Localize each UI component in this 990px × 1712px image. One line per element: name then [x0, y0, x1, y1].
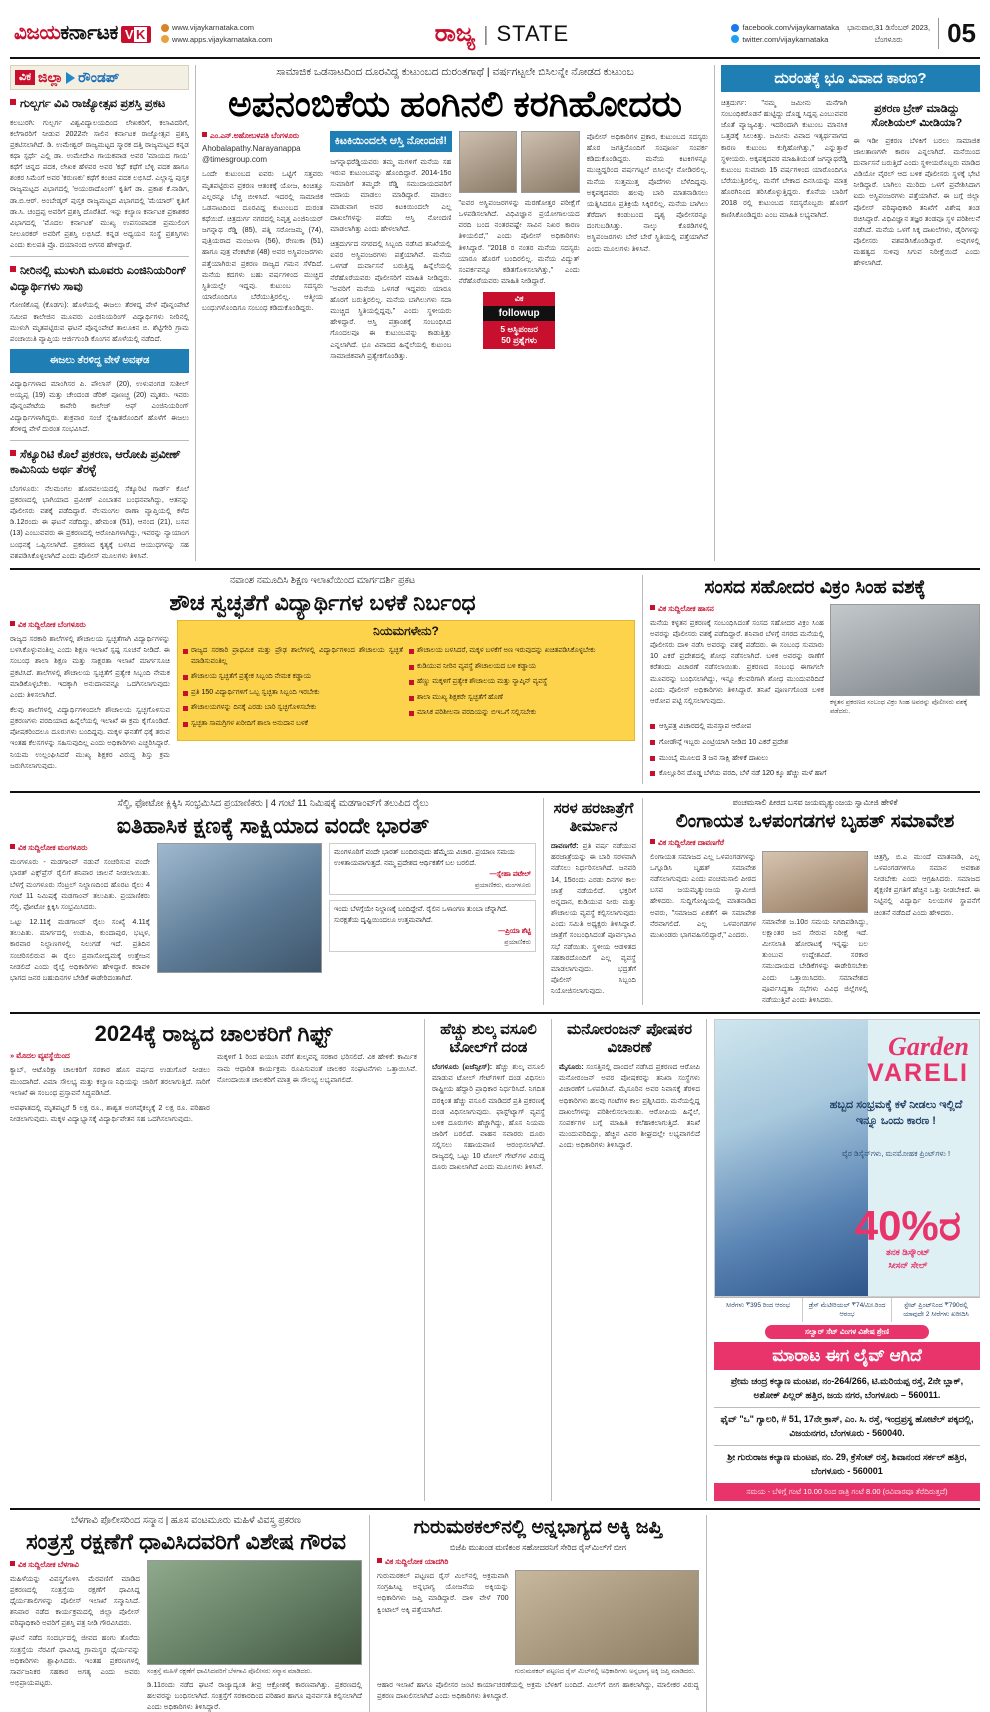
app-icon [161, 35, 169, 43]
rule-item: ಶೌಚಾಲಯಗಳನ್ನು ದಿನಕ್ಕೆ ಎರಡು ಬಾರಿ ಸ್ವಚ್ಛಗೊಳಿಸಬೇಕು [183, 703, 403, 714]
manoranjan-city: ಮೈಸೂರು: [559, 1062, 584, 1071]
vande-quote-card-2 [329, 900, 536, 952]
saral-city: ದಾವಣಗೆರೆ: [551, 841, 579, 850]
toll-headline[interactable]: ಹೆಚ್ಚು ಶುಲ್ಕ ವಸೂಲಿ ಟೋಲ್‌ಗೆ ದಂಡ [432, 1021, 545, 1057]
gift-body-1: ಕ್ಯಾಬ್, ಆಟೊರಿಕ್ಷಾ ಚಾಲಕರಿಗೆ ಸರಕಾರ ಹೊಸ ವರ್ಷದ ಉಡುಗೊರೆ ನೀಡಲು ಮುಂದಾಗಿದೆ. ವಿಮಾ ಸೌಲಭ್ಯ ಮತ್ತು ಕಲ್ಯಾಣ ನಿಧಿಯನ್ನು ಜಾರಿಗೆ ತರಲಾಗುತ್ತಿದೆ. ಸಾರಿಗೆ ಇಲಾಖೆ ಈ ಸಂಬಂಧ ಪ್ರಸ್ತಾವನೆ ಸಿದ್ಧಪಡಿಸಿದೆ. [10, 1064, 210, 1097]
divider [10, 256, 189, 257]
mp-body: ಮನೆಯ ಕಳ್ಳತನ ಪ್ರಕರಣಕ್ಕೆ ಸಂಬಂಧಿಸಿದಂತೆ ಸಂಸದ ಸಹೋದರ ವಿಕ್ರಂ ಸಿಂಹ ಅವರನ್ನು ಪೊಲೀಸರು ವಶಕ್ಕೆ ಪಡೆದಿದ್ದಾರೆ. ಶನಿವಾರ ಬೆಳಗ್ಗೆ ನಗರದ ಮನೆಯಲ್ಲಿ ಪೊಲೀಸರು ದಾಳಿ ನಡೆಸಿ ಅವರನ್ನು ವಶಕ್ಕೆ ಪಡೆದರು. ಈ ಸಂಬಂಧ ಸುಮಾರು 10 ಎಕರೆ ಪ್ರದೇಶದಲ್ಲಿ ಶೋಧ ನಡೆಸಲಾಗಿದೆ. ಬಳಿಕ ಅವರನ್ನು ಠಾಣೆಗೆ ಕರೆತಂದು ವಿಚಾರಣೆ ನಡೆಸಲಾಯಿತು. ಪ್ರಕರಣದ ಸಂಬಂಧ ಈಗಾಗಲೇ ಮೂವರನ್ನು ಬಂಧಿಸಲಾಗಿದ್ದು, ಇನ್ನೂ ಕೆಲವರಿಗಾಗಿ ಶೋಧ ಮುಂದುವರಿದಿದೆ ಎಂದು ಪೊಲೀಸ್ ಅಧಿಕಾರಿಗಳು ತಿಳಿಸಿದ್ದಾರೆ. ತನಿಖೆ ಪೂರ್ಣಗೊಂಡ ಬಳಿಕ ಆರೋಪ ಪಟ್ಟಿ ಸಲ್ಲಿಸಲಾಗುವುದು. [650, 617, 824, 706]
facebook-icon [731, 24, 739, 32]
dateline [847, 22, 930, 45]
rule-item: ಶೌಚಾಲಯ ಬಳಸಿದರೆ, ಮಕ್ಕಳ ಬಳಕೆಗೆ ಅಣ ಇರುವುದನ್ನು ಖಚಿತಪಡಿಸಿಕೊಳ್ಳಬೇಕು [409, 646, 629, 657]
bhu-vivada-column [714, 65, 980, 561]
mp-bullet: ಮುಂಬೈ ಮೂಲದ 3 ಜನ ಸಾಕ್ಷಿ ಹೇಳಿಕೆ ದಾಖಲು [650, 753, 980, 764]
advertisement[interactable] [714, 1019, 980, 1500]
gift-body-2: ಅಪಘಾತದಲ್ಲಿ ಮೃತಪಟ್ಟರೆ 5 ಲಕ್ಷ ರೂ., ಶಾಶ್ವತ ಅಂಗವೈಕಲ್ಯಕ್ಕೆ 2 ಲಕ್ಷ ರೂ. ಪರಿಹಾರ ನೀಡಲಾಗುವುದು. ಮಕ್ಕಳ ವಿದ್ಯಾಭ್ಯಾಸಕ್ಕೆ ವಿದ್ಯಾರ್ಥಿವೇತನ ಸಹ ಒದಗಿಸಲಾಗುವುದು. [10, 1102, 210, 1124]
roundup-item-body-2: ಬೆಂಗಳೂರು: ನೆಲಮಂಗಲ ಹೊರವಲಯದಲ್ಲಿ ಸೆಕ್ಯೂರಿಟಿ ಗಾರ್ಡ್ ಕೊಲೆ ಪ್ರಕರಣದಲ್ಲಿ ಭಾಗಿಯಾದ ಪ್ರವೀಣ್ ಎಂಬಾತನ ಬಂಧನವಾಗಿದ್ದು, ಆತನನ್ನು ಪೊಲೀಸರು ವಶಕ್ಕೆ ಪಡೆದಿದ್ದಾರೆ. ನೆಲಮಂಗಲ ಠಾಣಾ ವ್ಯಾಪ್ತಿಯಲ್ಲಿ ಕಳೆದ ಡಿ.12ರಂದು ಈ ಘಟನೆ ನಡೆದಿದ್ದು, ಹೇಮಂತ (51), ಆನಂದ (21), ಬಸವ (13) ಎಂಬುವವರು ಈ ಪ್ರಕರಣದಲ್ಲಿ ಆರೋಪಿಗಳಾಗಿದ್ದು, ಇವರನ್ನು ನ್ಯಾಯಾಂಗ ಬಂಧನಕ್ಕೆ ಒಪ್ಪಿಸಲಾಗಿದೆ. ಪ್ರಕರಣದ ಕೃತ್ಯಕ್ಕೆ ಬಳಸಿದ ಆಯುಧಗಳನ್ನು ಸಹ ವಶಪಡಿಸಿಕೊಳ್ಳಲಾಗಿದೆ ಎಂದು ಪೊಲೀಸ್ ಮೂಲಗಳು ತಿಳಿಸಿವೆ. [10, 483, 189, 561]
lingayat-body-2: ಸಮಾವೇಶ ಜ.10ರ ಸಮಯ ನಿಗದಿಪಡಿಸಿದ್ದು, ಲಕ್ಷಾಂತರ ಜನ ಸೇರುವ ನಿರೀಕ್ಷೆ ಇದೆ. ಮೀಸಲಾತಿ ಹೋರಾಟಕ್ಕೆ ಇನ್ನಷ್ಟು ಬಲ ತುಂಬುವ ಉದ್ದೇಶವಿದೆ. ಸರಕಾರ ಸಮುದಾಯದ ಬೇಡಿಕೆಗಳನ್ನು ಈಡೇರಿಸಬೇಕು ಎಂದು ಒತ್ತಾಯಿಸಿದರು. ಸಮಾವೇಶದ ಪೂರ್ವಸಿದ್ಧತಾ ಸಭೆಗಳು ವಿವಿಧ ಜಿಲ್ಲೆಗಳಲ್ಲಿ ನಡೆಯುತ್ತಿವೆ ಎಂದು ತಿಳಿಸಿದರು. [762, 916, 868, 1005]
gift-body-3: ಮಕ್ಕಳಿಗೆ 1 ರಿಂದ ಐಯುಸಿ ವರೆಗೆ ಶುಲ್ಕವನ್ನ ಸರಕಾರ ಭರಿಸಲಿದೆ. ವಿಕ ಹೇಳಿಕೆ: ಕಾರ್ಮಿಕ ನಾಮ ಆಧಾರಿತ ಕಾರ್ಯಕ್ರಮ ರೂಪಿಸುವಂತೆ ಚಾಲಕರ ಸಂಘಟನೆಗಳು ಒತ್ತಾಯಿಸಿವೆ. ನೋಂದಾಯಿತ ಚಾಲಕರಿಗೆ ಮಾತ್ರ ಈ ಸೌಲಭ್ಯ ಲಭ್ಯವಾಗಲಿದೆ. [217, 1051, 417, 1124]
social-links [731, 22, 839, 45]
followup-badge [483, 292, 555, 349]
rules-box [177, 620, 635, 741]
quote-text: ಇಂದು ಬೆಳಗ್ಗೆಯೇ ನಿಲ್ದಾಣಕ್ಕೆ ಬಂದಿದ್ದೇವೆ. ರೈಲಿನ ಒಳಾಂಗಣ ತುಂಬಾ ಚೆನ್ನಾಗಿದೆ. ಸುರಕ್ಷತೆಯ ದೃಷ್ಟಿಯಿಂದಲೂ ಉತ್ತಮವಾಗಿದೆ. [334, 905, 531, 926]
publication-logo [14, 22, 151, 45]
lingayat-headline[interactable]: ಲಿಂಗಾಯತ ಒಳಪಂಗಡಗಳ ಬೃಹತ್ ಸಮಾವೇಶ [650, 811, 980, 833]
section-vande-lingayat [10, 791, 980, 1005]
roundup-title-1: ಜಿಲ್ಲಾ [38, 69, 63, 86]
mp-bullet: ಕೊಲ್ಲೂರಿನ ದೊಡ್ಡ ಬೆಳೆಯ ವರದಿ, ಬೆಳೆ ನಡೆ 120 ಕ್ಕೂ ಹೆಚ್ಚು ಮಳೆ ಹಾಗೆ [650, 768, 980, 779]
bullet-square-icon [10, 450, 16, 456]
badge-k: K [134, 27, 147, 42]
byline-city: ದಾವಣಗೆರೆ [698, 838, 724, 847]
rules-list-left [183, 646, 403, 734]
section-gift-ad [10, 1012, 980, 1500]
byline-city: ಯಾದಗಿರಿ [425, 1557, 449, 1566]
saral-story [551, 798, 643, 1005]
quote-role: ಪ್ರಯಾಣಿಕರು, ಮಂಗಳೂರು [334, 879, 531, 890]
main-story-columns [202, 131, 708, 361]
ad-pill-label: ಸಲ್ವಾರ್ ಸೆಟ್ ವಿಂಗಳ ವಿಶೇಷ ಶ್ರೇಣಿ [765, 1325, 930, 1339]
roundup-heading-text: ಸೆಕ್ಯೂರಿಟಿ ಕೊಲೆ ಪ್ರಕರಣ, ಆರೋಪಿ ಪ್ರವೀಣ್ ಕಾಮಿನಿಯ ಅರ್ಥ ತೆರಳ್ಳೆ [10, 449, 181, 477]
title-divider: | [483, 24, 488, 47]
manoranjan-headline[interactable]: ಮನೋರಂಜನ್ ಪೋಷಕರ ವಿಚಾರಣೆ [559, 1021, 700, 1057]
byline-name: ವಿಕ ಸುದ್ದಿಲೋಕ [18, 843, 56, 852]
toll-story [432, 1019, 552, 1500]
main-story-body-2: ಚಿತ್ರದುರ್ಗದ ನಗರದಲ್ಲಿ ಸಿಬ್ಬಂದಿ ನಡೆಸಿದ ತನಿಖೆಯಲ್ಲಿ ಐವರ ಅಸ್ಥಿಪಂಜರಗಳು ಪತ್ತೆಯಾಗಿವೆ. ಮನೆಯ ಒಳಗಡೆ ದುರ್ವಾಸನೆ ಬರುತ್ತಿದ್ದ ಹಿನ್ನೆಲೆಯಲ್ಲಿ ನೆರೆಹೊರೆಯವರು ಪೊಲೀಸರಿಗೆ ಮಾಹಿತಿ ನೀಡಿದ್ದರು. "ಅವರಿಗೆ ಮನೆಯ ಒಳಗಡೆ ಇದ್ದವರು ಯಾರೂ ಹೊರಗೆ ಬರುತ್ತಿರಲಿಲ್ಲ. ಮನೆಯ ಬಾಗಿಲುಗಳು ಸದಾ ಮುಚ್ಚಿದ ಸ್ಥಿತಿಯಲ್ಲಿದ್ದವು," ಎಂದು ಸ್ಥಳೀಯರು ಹೇಳಿದ್ದಾರೆ. ಆಸ್ತಿ ಪತ್ರಾಂಶಕ್ಕೆ ಸಂಬಂಧಿಸಿದ ಗೊಂದಲವೂ ಈ ಕುಟುಂಬವನ್ನು ಕಾಡುತ್ತಿತ್ತು ಎನ್ನಲಾಗಿದೆ. ಭೂ ವಿವಾದದ ಹಿನ್ನೆಲೆಯಲ್ಲಿ ಕುಟುಂಬ ಸಾಮಾಜಿಕವಾಗಿ ಪ್ರತ್ಯೇಕಗೊಂಡಿತ್ತು. [330, 238, 451, 361]
masthead-right [731, 18, 976, 49]
rice-byline [377, 1557, 699, 1567]
ad-address: ಫೈವ್ "ಒ" ಗ್ಯಾಲರಿ, # 51, 17ನೇ ಕ್ರಾಸ್, ಎಂ. ಸಿ. ರಸ್ತೆ, ಇಂದ್ರಪ್ರಸ್ಥ ಹೋಟೆಲ್ ಪಕ್ಕದಲ್ಲಿ, ವಿಜಯನಗರ, ಬೆಂಗಳೂರು - 560040. [714, 1408, 980, 1446]
roundup-banner-1: ಈಜಲು ತೆರಳಿದ್ದ ವೇಳೆ ಅವಘಡ [10, 349, 189, 373]
rule-item: ಶೌಚಾಲಯ ಸ್ವಚ್ಛತೆಗೆ ಪ್ರತ್ಯೇಕ ಸಿಬ್ಬಂದಿ ನೇಮಕ ಕಡ್ಡಾಯ [183, 672, 403, 683]
ad-live-banner: ಮಾರಾಟ ಈಗ ಲೈವ್ ಆಗಿದೆ [714, 1342, 980, 1370]
roundup-heading-text: ನೀರಿನಲ್ಲಿ ಮುಳುಗಿ ಮೂವರು ಎಂಜಿನಿಯರಿಂಗ್ ವಿದ್ಯಾರ್ಥಿಗಳು ಸಾವು [10, 265, 187, 293]
ad-price-item: ಸ್ಟೇಟ್ ಪ್ರಿಂಟ್‌ನಿಂದ ₹790ರಲ್ಲಿ ಯಾವುದೇ 2 ಸೀರೆಗಳು ಖರೀದಿಸಿ [892, 1298, 980, 1322]
website-url: www.vijaykarnataka.com [172, 22, 254, 33]
bullet-square-icon [650, 839, 655, 844]
twitter-icon [731, 35, 739, 43]
byline-city: ಬೆಂಗಳೂರು [271, 131, 299, 140]
byline-name: ವಿಕ ಸುದ್ದಿಲೋಕ [658, 604, 696, 613]
apps-url: www.apps.vijaykarnataka.com [172, 34, 272, 45]
bhu-vivada-lead: ಚಿತ್ರದುರ್ಗ: "ನಮ್ಮ ಜಮೀನು ಮನೆಗಾಗಿ ಸಂಬಂಧಿಕರೊಡನೆ ಹುಟ್ಟಿದ್ದು ದೊಡ್ಡ ಸಿದ್ದಪ್ಪ ಎಂಬುವವರ ಜೊತೆ ವ್ಯಾಜ್ಯವಿತ್ತು. ಇದರಿಂದಾಗಿ ಕುಟುಂಬ ಮಾನಸಿಕ ಒತ್ತಡಕ್ಕೆ ಸಿಲುಕಿತ್ತು. ಜಮೀನು ವಿವಾದ ಇತ್ಯರ್ಥವಾಗದ ಕಾರಣ ಕುಟುಂಬ ಕುಗ್ಗಿಹೋಗಿತ್ತು," ಎನ್ನುತ್ತಾರೆ ಸ್ಥಳೀಯರು. ಅಕ್ಕಪಕ್ಕದವರ ಮಾಹಿತಿಯಂತೆ ಜಗನ್ನಾಥರೆಡ್ಡಿ ಕುಟುಂಬ ಸುಮಾರು 15 ವರ್ಷಗಳಿಂದ ಯಾರೊಂದಿಗೂ ಬೆರೆಯುತ್ತಿರಲಿಲ್ಲ. ಮನೆಗೆ ಬೇಕಾದ ದಿನಸಿಯನ್ನು ಮಾತ್ರ ಹೊರಗಿನಿಂದ ತರಿಸಿಕೊಳ್ಳುತ್ತಿದ್ದರು. ಕೊನೆಯ ಬಾರಿಗೆ 2018 ರಲ್ಲಿ ಕುಟುಂಬದ ಸದಸ್ಯರೊಬ್ಬರು ಹೊರಗೆ ಕಾಣಿಸಿಕೊಂಡಿದ್ದರು ಎಂಬ ಮಾಹಿತಿ ಲಭ್ಯವಾಗಿದೆ. [721, 97, 848, 220]
bullet-square-icon [377, 1558, 382, 1563]
saral-text: ಪ್ರತಿ ವರ್ಷ ನಡೆಯುವ ಹರಜಾತ್ರೆಯನ್ನು ಈ ಬಾರಿ ಸರಳವಾಗಿ ನಡೆಸಲು ನಿರ್ಧರಿಸಲಾಗಿದೆ. ಜನವರಿ 14, 15ರಂದು ಎರಡು ದಿನಗಳ ಕಾಲ ಜಾತ್ರೆ ನಡೆಯಲಿದೆ. ಭಕ್ತರಿಗೆ ಅನ್ನದಾನ, ಕುಡಿಯುವ ನೀರು ಮತ್ತು ಶೌಚಾಲಯ ವ್ಯವಸ್ಥೆ ಕಲ್ಪಿಸಲಾಗುವುದು ಎಂದು ಸಮಿತಿ ಅಧ್ಯಕ್ಷರು ತಿಳಿಸಿದ್ದಾರೆ. ಜಾತ್ರೆಗೆ ಸಂಬಂಧಿಸಿದಂತೆ ಪೂರ್ವಭಾವಿ ಸಭೆ ನಡೆಯಿತು. ಸ್ಥಳೀಯ ಆಡಳಿತದ ಸಹಕಾರದೊಂದಿಗೆ ಎಲ್ಲ ವ್ಯವಸ್ಥೆ ಮಾಡಲಾಗುವುದು. ಭದ್ರತೆಗೆ ಪೊಲೀಸ್ ಸಿಬ್ಬಂದಿ ನಿಯೋಜಿಸಲಾಗುವುದು. [551, 841, 636, 995]
vk-badge [121, 26, 151, 43]
ad-brand [867, 1034, 969, 1088]
byline-email: Ahobalapathy.Narayanappa @timesgroup.com [202, 143, 323, 165]
rule-item: ಪ್ರತಿ 150 ವಿದ್ಯಾರ್ಥಿಗಳಿಗೆ ಒಬ್ಬ ಸ್ವಚ್ಛತಾ ಸಿಬ್ಬಂದಿ ಇರಬೇಕು [183, 688, 403, 699]
ad-price-item: ಡ್ರೆಸ್ ಮೆಟೀರಿಯಲ್ ₹74/ಮೀ.ರಿಂದ ಆರಂಭ [803, 1298, 892, 1322]
publish-city: ಬೆಂಗಳೂರು [847, 34, 930, 45]
mp-story [650, 575, 980, 784]
mp-bullet: ಗೋಡೌನ್ಗೆ ಇಬ್ಬರು ಎಂಟ್ರಿಯಾಗಿ ನೀಡಿದ 10 ಎಕರೆ ಪ್ರದೇಶ [650, 737, 980, 748]
vande-headline[interactable]: ಐತಿಹಾಸಿಕ ಕ್ಷಣಕ್ಕೆ ಸಾಕ್ಷಿಯಾದ ವಂದೇ ಭಾರತ್ [10, 813, 536, 838]
main-story-body-4: ಪೊಲೀಸ್ ಅಧಿಕಾರಿಗಳ ಪ್ರಕಾರ, ಕುಟುಂಬದ ಸದಸ್ಯರು ಹೊರ ಜಗತ್ತಿನೊಂದಿಗೆ ಸಂಪೂರ್ಣ ಸಂಪರ್ಕ ಕಡಿದುಕೊಂಡಿದ್ದರು. ಮನೆಯ ಕಿಟಕಿಗಳನ್ನೂ ಮುಚ್ಚಿದ್ದರಿಂದ ವರ್ಷಗಟ್ಟಲೆ ಬಿಸಿಲನ್ನೇ ನೋಡಿರಲಿಲ್ಲ. ಮನೆಯ ಸುತ್ತಮುತ್ತ ಪೊದೆಗಳು ಬೆಳೆದಿದ್ದವು. ಅಕ್ಕಪಕ್ಕದವರು ಹಲವು ಬಾರಿ ಮಾತನಾಡಿಸಲು ಯತ್ನಿಸಿದರೂ ಪ್ರತಿಕ್ರಿಯೆ ಸಿಕ್ಕಿರಲಿಲ್ಲ. ಮನೆಯ ಬಾಗಿಲು ತೆರೆದಾಗ ಕಂಡುಬಂದ ದೃಶ್ಯ ಪೊಲೀಸರನ್ನೂ ದಂಗುಬಡಿಸಿತ್ತು. ನಾಲ್ಕು ಕೊಠಡಿಗಳಲ್ಲಿ ಅಸ್ಥಿಪಂಜರಗಳು ಬೇರೆ ಬೇರೆ ಸ್ಥಿತಿಯಲ್ಲಿ ಪತ್ತೆಯಾಗಿವೆ ಎಂದು ಮೂಲಗಳು ತಿಳಿಸಿವೆ. [587, 131, 708, 254]
roundup-title-2: ರೌಂಡಪ್ [78, 69, 119, 86]
police-photo [147, 1560, 362, 1665]
ad-offer-sub-1: ತನಕ ಡಿಸ್ಕೌಂಟ್ [855, 1246, 961, 1259]
roundup-heading-text: ಗುಲ್ಬರ್ಗ ವಿವಿ ರಾಜ್ಯೋತ್ಸವ ಪ್ರಶಸ್ತಿ ಪ್ರಕಟ [20, 98, 165, 110]
website-link-apps[interactable] [161, 34, 272, 45]
ad-brand-garden: Garden [867, 1034, 969, 1060]
vande-body-1: ಮಂಗಳೂರು - ಮಡಗಾಂವ್ ನಡುವೆ ಸಂಚರಿಸುವ ವಂದೇ ಭಾರತ್ ಎಕ್ಸ್‌ಪ್ರೆಸ್ ರೈಲಿಗೆ ಶನಿವಾರ ಚಾಲನೆ ನೀಡಲಾಯಿತು. ಬೆಳಗ್ಗೆ ಮಂಗಳೂರು ಸೆಂಟ್ರಲ್ ನಿಲ್ದಾಣದಿಂದ ಹೊರಟ ರೈಲು 4 ಗಂಟೆ 11 ನಿಮಿಷಕ್ಕೆ ಮಡಗಾಂವ್ ತಲುಪಿತು. ಪ್ರಯಾಣಿಕರು ಸೆಲ್ಫಿ, ಫೋಟೋ ಕ್ಲಿಕ್ಕಿಸಿ ಸಂಭ್ರಮಿಸಿದರು. [10, 856, 150, 912]
facebook-handle: facebook.com/vijaykarnataka [742, 22, 839, 33]
followup-lines [483, 321, 555, 349]
police-body-2: ಘಟನೆ ನಡೆದ ಸಂದರ್ಭದಲ್ಲಿ ಜೀವದ ಹಂಗು ತೊರೆದು ಸಂತ್ರಸ್ತೆಯ ನೆರವಿಗೆ ಧಾವಿಸಿದ್ದ ಗ್ರಾಮಸ್ಥರ ಧೈರ್ಯವನ್ನು ಅಧಿಕಾರಿಗಳು ಶ್ಲಾಘಿಸಿದರು. ಇಂತಹ ಪ್ರಕರಣಗಳಲ್ಲಿ ಸಾರ್ವಜನಿಕರ ಸಹಕಾರ ಅಗತ್ಯ ಎಂದು ಅವರು ಅಭಿಪ್ರಾಯಪಟ್ಟರು. [10, 1632, 140, 1688]
website-links [161, 22, 272, 45]
bullet-square-icon [650, 605, 655, 610]
ad-offer [855, 1206, 961, 1271]
rule-item: ಹೆಣ್ಣು ಮಕ್ಕಳಿಗೆ ಪ್ರತ್ಯೇಕ ಶೌಚಾಲಯ ಮತ್ತು ನ್ಯಾಪ್ಕಿನ್ ವ್ಯವಸ್ಥೆ [409, 677, 629, 688]
bhu-vivada-headline[interactable]: ದುರಂತಕ್ಕೆ ಭೂ ವಿವಾದ ಕಾರಣ? [721, 65, 980, 92]
followup-label: followup [483, 306, 555, 321]
main-story-col-4 [587, 131, 708, 361]
mp-bullet-list [650, 721, 980, 779]
mp-photo-caption: ಕಳ್ಳತನ ಪ್ರಕರಣದ ಸಂಬಂಧ ವಿಕ್ರಂ ಸಿಂಹ ಅವರನ್ನು ಪೊಲೀಸರು ವಶಕ್ಕೆ ಪಡೆದರು. [830, 696, 980, 716]
bullet-square-icon [10, 844, 15, 849]
section-title-english: STATE [497, 21, 570, 47]
website-link-main[interactable] [161, 22, 272, 33]
ad-address: ಪ್ರೇಮ ಚಂದ್ರ ಕಲ್ಯಾಣ ಮಂಟಪ, ನಂ-264/266, ಟಿ.ಮರಿಯಪ್ಪ ರಸ್ತೆ, 2ನೇ ಬ್ಲಾಕ್, ಅಶೋಕ್ ಪಿಲ್ಲರ್ ಹತ್ತಿರ, ಜಯ ನಗರ, ಬೆಂಗಳೂರು – 560011. [714, 1370, 980, 1408]
byline-name: ಎಂ.ಎನ್.ಅಹೋಬಳಪತಿ [210, 131, 269, 140]
roundup-item-heading-0[interactable] [10, 97, 189, 113]
byline-city: ಬೆಳಗಾವಿ [58, 1560, 79, 1569]
followup-vk: ವಿಕ [483, 292, 555, 306]
school-kicker: ನವಾಂಶ ನಮೂದಿಸಿ ಶಿಕ್ಷಣ ಇಲಾಖೆಯಿಂದ ಮಾರ್ಗದರ್ಶಿ ಪ್ರಕಟ [10, 575, 635, 588]
page-number: 05 [938, 18, 976, 49]
rules-list-right [409, 646, 629, 734]
saral-body [551, 840, 636, 996]
rule-item: ಮಾಸಿಕ ಪರಿಶೀಲನಾ ವರದಿಯನ್ನು ಬಿಇಒಗೆ ಸಲ್ಲಿಸಬೇಕು [409, 708, 629, 719]
toll-text: ಹೆಚ್ಚು ಶುಲ್ಕ ವಸೂಲಿ ಮಾಡುವ ಟೋಲ್ ಗೇಟ್‌ಗಳಿಗೆ ದಂಡ ವಿಧಿಸಲು ರಾಷ್ಟ್ರೀಯ ಹೆದ್ದಾರಿ ಪ್ರಾಧಿಕಾರ ನಿರ್ಧರಿಸಿದೆ. ನಿಗದಿತ ದರಕ್ಕಿಂತ ಹೆಚ್ಚು ವಸೂಲಿ ಮಾಡಿದರೆ ಪ್ರತಿ ಪ್ರಕರಣಕ್ಕೆ ದಂಡ ವಿಧಿಸಲಾಗುವುದು. ಫಾಸ್ಟ್‌ಟ್ಯಾಗ್ ವ್ಯವಸ್ಥೆ ಬಳಿಕ ದೂರುಗಳು ಹೆಚ್ಚಾಗಿದ್ದು, ಹೊಸ ನಿಯಮ ಜಾರಿಗೆ ಬರಲಿದೆ. ವಾಹನ ಸವಾರರು ದೂರು ಸಲ್ಲಿಸಲು ಸಹಾಯವಾಣಿ ಆರಂಭಿಸಲಾಗಿದೆ. ರಾಜ್ಯದಲ್ಲಿ ಒಟ್ಟು 10 ಟೋಲ್ ಗೇಟ್‌ಗಳ ವಿರುದ್ಧ ದೂರು ದಾಖಲಾಗಿದೆ ಎಂದು ಮೂಲಗಳು ತಿಳಿಸಿವೆ. [432, 1062, 545, 1171]
police-body-3: ಡಿ.11ರಂದು ನಡೆದ ಘಟನೆ ರಾಜ್ಯಾದ್ಯಂತ ತೀವ್ರ ಆಕ್ರೋಶಕ್ಕೆ ಕಾರಣವಾಗಿತ್ತು. ಪ್ರಕರಣದಲ್ಲಿ ಹಲವರನ್ನು ಬಂಧಿಸಲಾಗಿದೆ. ಸಂತ್ರಸ್ತೆಗೆ ಸರಕಾರದಿಂದ ಪರಿಹಾರ ಹಾಗೂ ಪುನರ್ವಸತಿ ಕಲ್ಪಿಸಲಾಗಿದೆ ಎಂದು ಅಧಿಕಾರಿಗಳು ತಿಳಿಸಿದ್ದಾರೆ. [147, 1679, 362, 1712]
mp-byline [650, 604, 824, 614]
top-area [10, 65, 980, 561]
bullet-square-icon [10, 266, 16, 272]
ad-brand-vareli: VARELI [867, 1060, 969, 1088]
divider [10, 440, 189, 441]
rice-headline[interactable]: ಗುರುಮಠಕಲ್‌ನಲ್ಲಿ ಅನ್ನಭಾಗ್ಯದ ಅಕ್ಕಿ ಜಪ್ತಿ [377, 1517, 699, 1539]
police-photo-caption: ಸಂತ್ರಸ್ತೆ ಮಹಿಳೆ ರಕ್ಷಣೆಗೆ ಧಾವಿಸಿದವರಿಗೆ ಬೆಳಗಾವಿ ಪೊಲೀಸರು ಸನ್ಮಾನ ಮಾಡಿದರು. [147, 1665, 362, 1676]
section-title [435, 20, 569, 48]
logo-word-2: ಕರ್ನಾಟಕ [60, 22, 118, 44]
lingayat-body-1: ಲಿಂಗಾಯತ ಸಮಾಜದ ಎಲ್ಲ ಒಳಪಂಗಡಗಳನ್ನು ಒಗ್ಗೂಡಿಸಿ ಬೃಹತ್ ಸಮಾವೇಶ ನಡೆಸಲಾಗುವುದು ಎಂದು ಪಂಚಮಸಾಲಿ ಪೀಠದ ಬಸವ ಜಯಮೃತ್ಯುಂಜಯ ಸ್ವಾಮೀಜಿ ಹೇಳಿದರು. ಸುದ್ದಿಗೋಷ್ಠಿಯಲ್ಲಿ ಮಾತನಾಡಿದ ಅವರು, "ಸಮಾಜದ ಏಕತೆಗೆ ಈ ಸಮಾವೇಶ ನೆರವಾಗಲಿದೆ. ಎಲ್ಲ ಒಳಪಂಗಡಗಳ ಮುಖಂಡರು ಭಾಗವಹಿಸಲಿದ್ದಾರೆ," ಎಂದರು. [650, 851, 756, 1005]
school-body-2: ಕೆಲವು ಶಾಲೆಗಳಲ್ಲಿ ವಿದ್ಯಾರ್ಥಿಗಳಿಂದಲೇ ಶೌಚಾಲಯ ಸ್ವಚ್ಛಗೊಳಿಸುವ ಪ್ರಕರಣಗಳು ವರದಿಯಾದ ಹಿನ್ನೆಲೆಯಲ್ಲಿ ಇಲಾಖೆ ಈ ಕ್ರಮ ಕೈಗೊಂಡಿದೆ. ಪೋಷಕರಿಂದಲೂ ದೂರುಗಳು ಬಂದಿದ್ದವು. ಮಕ್ಕಳ ಘನತೆಗೆ ಧಕ್ಕೆ ತರುವ ಇಂತಹ ಕೆಲಸಗಳನ್ನು ಸಹಿಸುವುದಿಲ್ಲ ಎಂದು ಅಧಿಕಾರಿಗಳು ಎಚ್ಚರಿಸಿದ್ದಾರೆ. ನಿಯಮ ಉಲ್ಲಂಘಿಸಿದರೆ ಮುಖ್ಯ ಶಿಕ್ಷಕರ ವಿರುದ್ಧ ಶಿಸ್ತು ಕ್ರಮ ಜರುಗಿಸಲಾಗುವುದು. [10, 704, 170, 771]
byline-city: ಬೆಂಗಳೂರು [58, 620, 86, 629]
toll-body [432, 1061, 545, 1173]
police-body-1: ಮಹಿಳೆಯನ್ನು ವಿವಸ್ತ್ರಗೊಳಿಸಿ ಮೆರವಣಿಗೆ ಮಾಡಿದ ಪ್ರಕರಣದಲ್ಲಿ ಸಂತ್ರಸ್ತೆಯ ರಕ್ಷಣೆಗೆ ಧಾವಿಸಿದ್ದ ಧೈರ್ಯಶಾಲಿಗಳನ್ನು ಪೊಲೀಸ್ ಇಲಾಖೆ ಸನ್ಮಾನಿಸಿದೆ. ಶನಿವಾರ ನಡೆದ ಕಾರ್ಯಕ್ರಮದಲ್ಲಿ ಜಿಲ್ಲಾ ಪೊಲೀಸ್ ವರಿಷ್ಠಾಧಿಕಾರಿ ಅವರಿಗೆ ಪ್ರಶಸ್ತಿ ಪತ್ರ ನೀಡಿ ಗೌರವಿಸಿದರು. [10, 1573, 140, 1629]
police-headline[interactable]: ಸಂತ್ರಸ್ತೆ ರಕ್ಷಣೆಗೆ ಧಾವಿಸಿದವರಿಗೆ ವಿಶೇಷ ಗೌರವ [10, 1529, 362, 1554]
manoranjan-body [559, 1061, 700, 1150]
gift-sub-text: ಮೊದಲ ವ್ಯವಸ್ಥೆಯಿಂದ [16, 1051, 70, 1060]
manoranjan-text: ಸಂಸತ್ತಿನಲ್ಲಿ ದಾಂದಲೆ ನಡೆಸಿದ ಪ್ರಕರಣದ ಆರೋಪಿ ಮನೋರಂಜನ್ ಅವರ ಪೋಷಕರನ್ನು ತನಿಖಾ ಸಂಸ್ಥೆಗಳು ವಿಚಾರಣೆಗೆ ಒಳಪಡಿಸಿವೆ. ಮೈಸೂರಿನ ಅವರ ನಿವಾಸಕ್ಕೆ ತೆರಳಿದ ಅಧಿಕಾರಿಗಳು ಹಲವು ಗಂಟೆಗಳ ಕಾಲ ಪ್ರಶ್ನಿಸಿದರು. ಮನೆಯಲ್ಲಿದ್ದ ದಾಖಲೆಗಳನ್ನು ಪರಿಶೀಲಿಸಲಾಯಿತು. ಆರೋಪಿಯ ಹಿನ್ನೆಲೆ, ಸಂಪರ್ಕಗಳ ಬಗ್ಗೆ ಮಾಹಿತಿ ಕಲೆಹಾಕಲಾಗುತ್ತಿದೆ. ತನಿಖೆ ಮುಂದುವರಿದಿದ್ದು, ಹೆಚ್ಚಿನ ವಿವರ ಶೀಘ್ರದಲ್ಲೇ ಲಭ್ಯವಾಗಲಿದೆ ಎಂದು ಅಧಿಕಾರಿಗಳು ತಿಳಿಸಿದ್ದಾರೆ. [559, 1062, 700, 1149]
roundup-item-body-0: ಕಲಬುರಗಿ: ಗುಲ್ಬರ್ಗ ವಿಶ್ವವಿದ್ಯಾಲಯದಿಂದ ಲೇಖಕರಿಗೆ, ಕಲಾವಿದರಿಗೆ, ಕಲೆಗಾರರಿಗೆ ನೀಡುವ 2022ನೇ ಸಾಲಿನ ಕರ್ನಾಟಕ ರಾಜ್ಯೋತ್ಸವ ಪ್ರಶಸ್ತಿ ಪ್ರಕಟಿಸಲಾಗಿದೆ. ಡಿ. ಉಮೇಶ್ವರ್ ರಾಜ್ಯಮಟ್ಟದ ಸ್ಮಾರಕ ದತ್ತಿ ರಾಜ್ಯಮಟ್ಟದ ಕನ್ನಡ ಕಥಾ ಸ್ಪರ್ಧೆ ಎಲ್ಲಿ ಡಾ. ಉಮೇದೇವಿ ಗಾಯಕವಾಡ ಅವರ 'ಮಾಯದ ಗಾಯ' ಕಥೆಗೆ ಚಿನ್ನದ ಪದಕ, ಲೇಖಕ ಹೆಳವರ ಅವರ 'ಕಥೆ' ಕಥೆಗೆ ಬೆಳ್ಳಿ ಪದಕ ಹಾಗೂ ಶಂಕರ ಸಿಮೆಂಗೆ ಅವರ 'ಕರುಣಕು' ಕಥೆಗೆ ಕಂಚಿನ ಪದಕ ಲಭಿಸಿದೆ. ಎಲ್ಲಾನ್ವ ಪುಸ್ತಕ ರಾಜ್ಯಮಟ್ಟದ ವಿಭಾಗದಲ್ಲಿ 'ಅಯುರಾದೊಂಗ್' ಕೃತಿಗೆ ಡಾ. ಪ್ರಕಾಶ ಕೆ.ನಾಡಿಗ, ಡಾ.ಬಿ.ಆರ್. ಅಂಬೇಡ್ಕರ್ ಪುಸ್ತಕ ರಾಜ್ಯಮಟ್ಟದ ವಿಭಾಗದಲ್ಲಿ 'ಮೆಯಾರ್' ಕೃತಿಗೆ ಡಾ.ಸಿ. ಚಂದ್ರಪ್ಪ ಅವರಿಗೆ ಪ್ರಶಸ್ತಿ ದೊರೆತಿದೆ. ಇನ್ನು ಕಲ್ಯಾಣ ಕರ್ನಾಟಕ ಪ್ರಕಾಶಕರ ವಿಭಾಗದಲ್ಲಿ 'ಮೊದಲ ಕರ್ನಾಟಕ' ಮುಖ್ಯ ಉಪಸಂಪಾದಕ ಪ್ರಮುಲಿಂಗ ನೀಲೂರಕರ್ ಅವರಿಗೆ ಪ್ರಶಸ್ತಿ ಲಭಿಸಿದೆ. ಕನ್ನಡ ಅಧ್ಯಯನ ಸಂಸ್ಥೆ ಪ್ರಶಸ್ತಿಗಳು ಎಂದು ಕುಲಪತಿ ಪ್ರೊ. ದಯಾನಂದ ಅಗಸರ ಹೇಳಿದ್ದಾರೆ. [10, 117, 189, 251]
swamiji-photo [762, 851, 868, 913]
masthead-left [14, 22, 272, 45]
section-police-rice [10, 1508, 980, 1712]
bullet-square-icon [10, 621, 15, 626]
bullet-square-icon [10, 99, 16, 105]
ad-price-strip [714, 1297, 980, 1322]
ad-price-item: ಸೀರೆಗಳು ₹395 ರಿಂದ ಆರಂಭ [714, 1298, 803, 1322]
byline-name: ವಿಕ ಸುದ್ದಿಲೋಕ [658, 838, 696, 847]
ad-tail-spacer [714, 1515, 980, 1712]
byline-city: ಹಾಸನ [698, 604, 714, 613]
ad-subtagline: ವ್ಶೆರ ಡಿಸೈನ್‌ಗಳು, ಮನಮೋಹಕ ಪ್ರಿಂಟ್‌ಗಳು ! [821, 1148, 971, 1159]
school-byline [10, 620, 170, 630]
ad-address: ಶ್ರೀ ಗುರುರಾಜ ಕಲ್ಯಾಣ ಮಂಟಪ, ನಂ. 29, ಕ್ರೆಸೆಂಟ್ ರಸ್ತೆ, ಶಿವಾನಂದ ಸರ್ಕಲ್ ಹತ್ತಿರ, ಬೆಂಗಳೂರು - 560001 [714, 1446, 980, 1483]
bullet-square-icon [10, 1561, 15, 1566]
roundup-header [10, 65, 189, 90]
ad-timing: ಸಮಯ - ಬೆಳಿಗ್ಗೆ ಗಂಟೆ 10.00 ರಿಂದ ರಾತ್ರಿ ಗಂಟೆ 8.00 (ರವಿವಾರವೂ ತೆರೆದಿರುತ್ತದೆ) [714, 1483, 980, 1500]
main-story-kicker: ಸಾಮಾಜಿಕ ಒಡನಾಟದಿಂದ ದೂರವಿದ್ದ ಕುಟುಂಬದ ದುರಂತಗಾಥೆ | ವರ್ಷಗಟ್ಟಲೇ ಬಿಸಿಲನ್ನೇ ನೋಡದ ಕುಟುಂಬ [202, 65, 708, 80]
bhu-vivada-subhead: ಪ್ರಕರಣ ಬ್ರೇಕ್ ಮಾಡಿದ್ದು ಸೋಶಿಯಲ್ ಮೀಡಿಯಾ? [854, 102, 981, 131]
main-story-col-1 [202, 131, 323, 361]
victim-photo-2 [521, 131, 580, 193]
badge-v: V [125, 27, 133, 42]
main-story-column [202, 65, 708, 561]
logo-word-1: ವಿಜಯ [14, 22, 60, 44]
publish-date: ಭಾನುವಾರ,31 ಡಿಸೆಂಬರ್ 2023, [847, 22, 930, 33]
roundup-item-body-1b: ವಿದ್ಯಾರ್ಥಿಗಳಾದ ಮಾಂಗಿಸರ ಪಿ. ಪೌಲಾಸ್ (20), ಉಳುವಂಗಡ ಸುಶೀಲ್ ಅಯ್ಯಪ್ಪ (19) ಮತ್ತು ಚೇಂದಂಡ ಡೆರಿಕ್ ಪೂಣಚ್ಚ (20) ಮೃತರು. ಇವರು ಪೊನ್ನಂಪೇಟೆಯ ಕಾವೇರಿ ಕಾಲೇಜ್ ಆಫ್ ಎಂಜಿನಿಯರಿಂಗ್ ವಿದ್ಯಾರ್ಥಿಗಳಾಗಿದ್ದರು. ಶುಕ್ರವಾರ ಸಂಜೆ ಸ್ನೇಹಿತರೊಂದಿಗೆ ಹೊಳೆಗೆ ಈಜಲು ತೆರಳಿದ್ದ ವೇಳೆ ದುರಂತ ಸಂಭವಿಸಿದೆ. [10, 378, 189, 434]
asti-box-title: ಕಿಟಕಿಯಿಂದಲೇ ಆಸ್ತಿ ನೋಂದಣಿ! [330, 131, 451, 152]
rice-photo [515, 1570, 699, 1665]
rice-story [377, 1515, 707, 1712]
school-body-1: ರಾಜ್ಯದ ಸರಕಾರಿ ಶಾಲೆಗಳಲ್ಲಿ ಶೌಚಾಲಯ ಸ್ವಚ್ಛತೆಗಾಗಿ ವಿದ್ಯಾರ್ಥಿಗಳನ್ನು ಬಳಸಿಕೊಳ್ಳುವಂತಿಲ್ಲ ಎಂದು ಶಿಕ್ಷಣ ಇಲಾಖೆ ಸ್ಪಷ್ಟ ಸೂಚನೆ ನೀಡಿದೆ. ಈ ಸಂಬಂಧ ಶಾಲಾ ಶಿಕ್ಷಣ ಮತ್ತು ಸಾಕ್ಷರತಾ ಇಲಾಖೆ ಮಾರ್ಗಸೂಚಿ ಪ್ರಕಟಿಸಿದೆ. ಶಾಲೆಗಳಲ್ಲಿ ಶೌಚಾಲಯ ಸ್ವಚ್ಛತೆಗೆ ಪ್ರತ್ಯೇಕ ಸಿಬ್ಬಂದಿ ನೇಮಕ ಮಾಡಿಕೊಳ್ಳಬೇಕು. ಇದಕ್ಕಾಗಿ ಅನುದಾನವನ್ನೂ ಒದಗಿಸಲಾಗುವುದು ಎಂದು ತಿಳಿಸಲಾಗಿದೆ. [10, 633, 170, 700]
rule-item: ರಾಜ್ಯದ ಸರಕಾರಿ ಪ್ರಾಥಮಿಕ ಮತ್ತು ಪ್ರೌಢ ಶಾಲೆಗಳಲ್ಲಿ ವಿದ್ಯಾರ್ಥಿಗಳಿಂದ ಶೌಚಾಲಯ ಸ್ವಚ್ಛತೆ ಮಾಡಿಸುವಂತಿಲ್ಲ [183, 646, 403, 667]
rice-body-1: ಗುರುಮಠಕಲ್ ಪಟ್ಟಣದ ರೈಸ್ ಮಿಲ್‌ನಲ್ಲಿ ಅಕ್ರಮವಾಗಿ ಸಂಗ್ರಹಿಸಿಟ್ಟ ಅನ್ನಭಾಗ್ಯ ಯೋಜನೆಯ ಅಕ್ಕಿಯನ್ನು ಅಧಿಕಾರಿಗಳು ಜಪ್ತಿ ಮಾಡಿದ್ದಾರೆ. ದಾಳಿ ವೇಳೆ 700 ಕ್ವಿಂಟಾಲ್ ಅಕ್ಕಿ ಪತ್ತೆಯಾಗಿದೆ. [377, 1570, 509, 1676]
gift-sub: » ಮೊದಲ ವ್ಯವಸ್ಥೆಯಿಂದ [10, 1051, 210, 1061]
roundup-item-body-1: ಗೋಣಿಕೊಪ್ಪ (ಕೊಡಗು): ಹೊಳೆಯಲ್ಲಿ ಈಜಲು ತೆರಳಿದ್ದ ವೇಳೆ ಪೊನ್ನಂಪೇಟೆ ಸಮೀಪ ಕಾಲೇಜಿನ ಮೂವರು ಎಂಜಿನಿಯರಿಂಗ್ ವಿದ್ಯಾರ್ಥಿಗಳು ನೀರಿನಲ್ಲಿ ಮುಳುಗಿ ಮೃತಪಟ್ಟಿರುವ ಘಟನೆ ಪೊನ್ನಂಪೇಟೆ ತಾಲೂಕಿನ ಬಿ. ಶೆಟ್ಟಿಗೇರಿ ಗ್ರಾಮ ಪಂಚಾಯಿತಿ ವ್ಯಾಪ್ತಿಯ ಆರ್ಜಿಗುಂಡಿ ಕೊಂಗನ ಹೊಳೆಯಲ್ಲಿ ನಡೆದಿದೆ. [10, 299, 189, 344]
victim-photo-1 [459, 131, 518, 193]
lingayat-story [650, 798, 980, 1005]
roundup-vk-badge: ವಿಕ [15, 70, 35, 85]
lingayat-body-3: ಚಿತ್ರಗ್ಸಿ, ಬಿ.ಎ ಮುಂದೆ ಮಾತನಾಡಿ, ಎಲ್ಲ ಒಳಪಂಗಡಗಳಿಗೂ ಸಮಾನ ಅವಕಾಶ ನೀಡಬೇಕು ಎಂದು ಆಗ್ರಹಿಸಿದರು. ಸಮಾಜದ ಶೈಕ್ಷಣಿಕ ಪ್ರಗತಿಗೆ ಹೆಚ್ಚಿನ ಒತ್ತು ನೀಡಬೇಕಿದೆ. ಈ ನಿಟ್ಟಿನಲ್ಲಿ ವಿದ್ಯಾರ್ಥಿ ನಿಲಯಗಳ ಸ್ಥಾಪನೆಗೆ ಚಿಂತನೆ ನಡೆದಿದೆ ಎಂದು ಹೇಳಿದರು. [874, 851, 980, 1005]
followup-line-1: 5 ಅಸ್ಥಿಪಂಜರ [485, 324, 553, 335]
ad-visual [714, 1019, 980, 1297]
twitter-handle: twitter.com/vijaykarnataka [742, 34, 828, 45]
saral-headline[interactable]: ಸರಳ ಹರಜಾತ್ರೆಗೆ ತೀರ್ಮಾನ [551, 800, 636, 836]
roundup-item-heading-2[interactable] [10, 448, 189, 479]
vande-story [10, 798, 544, 1005]
rice-body-2: ಆಹಾರ ಇಲಾಖೆ ಹಾಗೂ ಪೊಲೀಸರ ಜಂಟಿ ಕಾರ್ಯಾಚರಣೆಯಲ್ಲಿ ಅಕ್ರಮ ಬೆಳಕಿಗೆ ಬಂದಿದೆ. ಮಿಲ್‌ಗೆ ಬೀಗ ಹಾಕಲಾಗಿದ್ದು, ಮಾಲೀಕರ ವಿರುದ್ಧ ಪ್ರಕರಣ ದಾಖಲಿಸಲಾಗಿದೆ ಎಂದು ಅಧಿಕಾರಿಗಳು ತಿಳಿಸಿದ್ದಾರೆ. [377, 1679, 699, 1701]
mp-photo [830, 604, 980, 696]
main-story-byline [202, 131, 323, 141]
asti-box-body: ಜಗನ್ನಾಥರೆಡ್ಡಿಯವರು ತಮ್ಮ ಮಗಳಿಗೆ ಮನೆಯ ಸಹ ಇರುವ ಕುಟುಂಬವನ್ನು ಹೊಂದಿದ್ದಾರೆ. 2014-15ರ ಸುಮಾರಿಗೆ ತಮ್ಮದೇ ರೆಡ್ಡಿ ಸಮುದಾಯದವರಿಗೆ ಆದಾಯ ಮಾಡಲು ಮಾಡಿದ್ದಾರೆ. ಮಾಡಲು ಮಾಡುವಾಗ ಅವರ ಕಿಟಕಿಯಿಂದಲೇ ಎಲ್ಲ ದಾಖಲೆಗಳನ್ನು ಪಡೆದು ಆಸ್ತಿ ನೋಂದಣಿ ಮಾಡಲಾಗಿತ್ತು ಎಂದು ಹೇಳಲಾಗಿದೆ. [330, 156, 451, 234]
main-story-body-3: "ಐವರ ಅಸ್ಥಿಪಂಜರಗಳನ್ನು ಮರಣೋತ್ತರ ಪರೀಕ್ಷೆಗೆ ಒಳಪಡಿಸಲಾಗಿದೆ. ವಿಧಿವಿಜ್ಞಾನ ಪ್ರಯೋಗಾಲಯದ ವರದಿ ಬಂದ ನಂತರವಷ್ಟೇ ಸಾವಿನ ನಿಖರ ಕಾರಣ ತಿಳಿಯಲಿದೆ," ಎಂದು ಪೊಲೀಸ್ ಅಧಿಕಾರಿಗಳು ತಿಳಿಸಿದ್ದಾರೆ. "2018 ರ ನಂತರ ಮನೆಯ ಸದಸ್ಯರು ಯಾರೂ ಹೊರಗೆ ಬಂದಿರಲಿಲ್ಲ. ಮನೆಯ ವಿದ್ಯುತ್ ಸಂಪರ್ಕವನ್ನೂ ಕಡಿತಗೊಳಿಸಲಾಗಿತ್ತು," ಎಂದು ನೆರೆಹೊರೆಯವರು ಮಾಹಿತಿ ನೀಡಿದ್ದಾರೆ. [459, 197, 580, 286]
byline-city: ಮಂಗಳೂರು [58, 843, 88, 852]
rice-kicker: ಬಿಜೆಪಿ ಮುಖಂಡ ಮಣಿಕಂಠ ಸಹೋದರನಿಗೆ ಸೇರಿದ ರೈಸ್‌ಮಿಲ್‌ಗೆ ಬೀಗ [377, 1543, 699, 1554]
police-kicker: ಬೆಳಗಾವಿ ಪೊಲೀಸರಿಂದ ಸನ್ಮಾನ | ಹೂಸ ವಂಟಮೂರು ಮಹಿಳೆ ವಿವಸ್ತ್ರ ಪ್ರಕರಣ [10, 1515, 362, 1528]
main-story-headline[interactable]: ಅಪನಂಬಿಕೆಯ ಹಂಗಿನಲಿ ಕರಗಿಹೋದರು [202, 84, 708, 124]
rule-item: ಶಾಲಾ ಮುಖ್ಯ ಶಿಕ್ಷಕರೇ ಸ್ವಚ್ಛತೆಗೆ ಹೊಣೆ [409, 693, 629, 704]
quote-author: —ಪ್ರಿಯಾ ಶೆಟ್ಟಿ [334, 928, 531, 936]
rules-box-title: ನಿಯಮಗಳೇನು? [178, 621, 634, 642]
district-roundup-column [10, 65, 196, 561]
byline-name: ವಿಕ ಸುದ್ದಿಲೋಕ [18, 620, 56, 629]
rice-photo-caption: ಗುರುಮಠಕಲ್ ಪಟ್ಟಣದ ರೈಸ್ ಮಿಲ್‌ನಲ್ಲಿ ಅಧಿಕಾರಿಗಳು ಅನ್ನಭಾಗ್ಯ ಅಕ್ಕಿ ಜಪ್ತಿ ಮಾಡಿದರು. [515, 1665, 699, 1676]
byline-name: ವಿಕ ಸುದ್ದಿಲೋಕ [385, 1557, 423, 1566]
lingayat-byline [650, 838, 980, 848]
byline-name: ವಿಕ ಸುದ್ದಿಲೋಕ [18, 1560, 56, 1569]
mp-headline[interactable]: ಸಂಸದ ಸಹೋದರ ವಿಕ್ರಂ ಸಿಂಹ ವಶಕ್ಕೆ [650, 577, 980, 599]
twitter-link[interactable] [731, 34, 839, 45]
manoranjan-story [559, 1019, 707, 1500]
vande-quote-card-1 [329, 843, 536, 895]
globe-icon [161, 24, 169, 32]
bullet-square-icon [202, 132, 207, 137]
facebook-link[interactable] [731, 22, 839, 33]
rule-item: ಸ್ವಚ್ಛತಾ ಸಾಮಗ್ರಿಗಳ ಖರೀದಿಗೆ ಶಾಲಾ ಅನುದಾನ ಬಳಕೆ [183, 719, 403, 730]
school-headline[interactable]: ಶೌಚ ಸ್ವಚ್ಛತೆಗೆ ವಿದ್ಯಾರ್ಥಿಗಳ ಬಳಕೆ ನಿರ್ಬಂಧ [10, 590, 635, 615]
bhu-vivada-subbody: ಈ ಇಡೀ ಪ್ರಕರಣ ಬೆಳಕಿಗೆ ಬರಲು ಸಾಮಾಜಿಕ ಜಾಲತಾಣಗಳೇ ಕಾರಣ ಎನ್ನಲಾಗಿದೆ. ಮನೆಯಿಂದ ದುರ್ವಾಸನೆ ಬರುತ್ತಿದೆ ಎಂದು ಸ್ಥಳೀಯರೊಬ್ಬರು ಮಾಡಿದ ವಿಡಿಯೋ ವೈರಲ್ ಆದ ಬಳಿಕ ಪೊಲೀಸರು ಸ್ಥಳಕ್ಕೆ ಭೇಟಿ ನೀಡಿದ್ದಾರೆ. ಬಾಗಿಲು ಮುರಿದು ಒಳಗೆ ಪ್ರವೇಶಿಸಿದಾಗ ಐದು ಅಸ್ಥಿಪಂಜರಗಳು ಪತ್ತೆಯಾಗಿವೆ. ಈ ಬಗ್ಗೆ ಜಿಲ್ಲಾ ಪೊಲೀಸ್ ವರಿಷ್ಠಾಧಿಕಾರಿ ತನಿಖೆಗೆ ವಿಶೇಷ ತಂಡ ರಚಿಸಿದ್ದಾರೆ. ವಿಧಿವಿಜ್ಞಾನ ತಜ್ಞರ ತಂಡವೂ ಸ್ಥಳ ಪರಿಶೀಲನೆ ನಡೆಸಿದೆ. ಮನೆಯ ಒಳಗೆ ಸಿಕ್ಕ ದಾಖಲೆಗಳು, ಡೈರಿಗಳನ್ನು ಪೊಲೀಸರು ವಶಪಡಿಸಿಕೊಂಡಿದ್ದಾರೆ. ಅವುಗಳಲ್ಲಿ ಮಹತ್ವದ ಸುಳಿವು ಸಿಗುವ ನಿರೀಕ್ಷೆಯಿದೆ ಎಂದು ಹೇಳಲಾಗಿದೆ. [854, 135, 981, 269]
main-story-body-1: ಒಂದೇ ಕುಟುಂಬದ ಐವರು ಒಟ್ಟಿಗೆ ಸತ್ತವರು ಮೃತಪಟ್ಟಿರುವ ಪ್ರಕರಣ ಆತಂಕಕ್ಕೆ ಯೋಜ, ಕಿಂಚಿತ್ತೂ ಎಲ್ಲರನ್ನೂ ಬೆಚ್ಚಿ ಬೀಳಿಸಿದೆ. ಇದರಲ್ಲಿ ಸಾಮಾಜಿಕ ಒಡನಾಟದಿಂದ ದೂರವಿದ್ದ ಕುಟುಂಬದ ದುರಂತ ಕಥೆಯಿದೆ. ಚಿತ್ರದುರ್ಗ ನಗರದಲ್ಲಿ ನಿವೃತ್ತ ಎಂಜಿನಿಯರ್ ಜಗನ್ನಾಥ ರೆಡ್ಡಿ (85), ಪತ್ನಿ ಸರೋಜಮ್ಮ (74), ಪುತ್ರಿಯರಾದ ಮಂಜುಳಾ (56), ರೇಣುಕಾ (51) ಹಾಗೂ ಪುತ್ರ ವೆಂಕಟೇಶ (48) ಅವರ ಅಸ್ಥಿಪಂಜರಗಳು ಪತ್ತೆಯಾಗಿರುವ ಪ್ರಕರಣ ರಾಜ್ಯದ ಗಮನ ಸೆಳೆದಿದೆ. ಮನೆಯ ಕದಗಳು ಬಹು ವರ್ಷಗಳಿಂದ ಮುಚ್ಚಿದ ಸ್ಥಿತಿಯಲ್ಲೇ ಇದ್ದವು. ಕುಟುಂಬ ಸದಸ್ಯರು ಯಾರೊಂದಿಗೂ ಬೆರೆಯುತ್ತಿರಲಿಲ್ಲ. ಆತ್ಮೀಯ ಬಂಧುಗಳೊಂದಿಗೂ ಸಂಬಂಧ ಕಡಿದುಕೊಂಡಿದ್ದರು. [202, 168, 323, 313]
gift-headline[interactable]: 2024ಕ್ಕೆ ರಾಜ್ಯದ ಚಾಲಕರಿಗೆ ಗಿಫ್ಟ್ [10, 1021, 417, 1046]
vande-train-photo [157, 843, 322, 973]
main-story-col-2 [330, 131, 451, 361]
gift-story [10, 1019, 425, 1500]
section-title-kannada: ರಾಜ್ಯ [435, 20, 476, 48]
masthead [10, 8, 980, 59]
rule-item: ಕುಡಿಯುವ ನೀರಿನ ವ್ಯವಸ್ಥೆ ಶೌಚಾಲಯದ ಬಳಿ ಕಡ್ಡಾಯ [409, 662, 629, 673]
police-story [10, 1515, 370, 1712]
school-story [10, 575, 643, 784]
quote-text: ಮಂಗಳೂರಿಗೆ ವಂದೇ ಭಾರತ್ ಬಂದಿರುವುದು ಹೆಮ್ಮೆಯ ವಿಚಾರ. ಪ್ರಯಾಣ ಸಮಯ ಉಳಿತಾಯವಾಗುತ್ತದೆ. ನಮ್ಮ ಪ್ರದೇಶದ ಆರ್ಥಿಕತೆಗೆ ಬಲ ಬರಲಿದೆ. [334, 848, 531, 869]
vande-kicker: ಸೆಲ್ಫಿ, ಫೋಟೋ ಕ್ಲಿಕ್ಕಿಸಿ ಸಂಭ್ರಮಿಸಿದ ಪ್ರಯಾಣಿಕರು | 4 ಗಂಟೆ 11 ನಿಮಿಷಕ್ಕೆ ಮಡಗಾಂವ್‌ಗೆ ತಲುಪಿದ ರೈಲು [10, 798, 536, 811]
followup-line-2: 50 ಪ್ರಶ್ನೆಗಳು [485, 335, 553, 346]
quote-author: —ಸ್ನೇಹಾ ಪಟೇಲ್ [334, 871, 531, 879]
mp-bullet: ಆಸ್ತಿಪತ್ರ ವಿಚಾರದಲ್ಲಿ ಮನಸ್ತಾಪ ಆರೋಪ [650, 721, 980, 732]
ad-offer-sub-2: ಸೀಸನ್ ಸೇಲ್ [855, 1259, 961, 1272]
main-story-col-3 [459, 131, 580, 361]
ad-tagline: ಹಬ್ಬದ ಸಂಭ್ರಮಕ್ಕೆ ಕಳೆ ನೀಡಲು ಇಲ್ಲಿದೆ ಇನ್ನೂ ಒಂದು ಕಾರಣ ! [821, 1098, 971, 1130]
section-school-mp [10, 568, 980, 784]
vande-body-2: ಒಟ್ಟು 12.11ಕ್ಕೆ ಮಡಗಾಂವ್ ರೈಲು ಸಂಖ್ಯೆ 4.11ಕ್ಕೆ ತಲುಪಿತು. ಮಾರ್ಗದಲ್ಲಿ ಉಡುಪಿ, ಕುಂದಾಪುರ, ಭಟ್ಕಳ, ಕಾರವಾರ ನಿಲ್ದಾಣಗಳಲ್ಲಿ ನಿಲುಗಡೆ ಇದೆ. ಪ್ರತಿದಿನ ಸಂಚರಿಸಲಿರುವ ಈ ರೈಲು ಪ್ರವಾಸೋದ್ಯಮಕ್ಕೆ ಉತ್ತೇಜನ ನೀಡಲಿದೆ ಎಂದು ರೈಲ್ವೆ ಅಧಿಕಾರಿಗಳು ಹೇಳಿದ್ದಾರೆ. ಕರಾವಳಿ ಭಾಗದ ಜನರ ಬಹುದಿನಗಳ ಬೇಡಿಕೆ ಈಡೇರಿದಂತಾಗಿದೆ. [10, 916, 150, 983]
ad-offer-percent: 40%ರ [855, 1206, 961, 1246]
roundup-item-heading-1[interactable] [10, 264, 189, 295]
quote-role: ಪ್ರಯಾಣಿಕರು [334, 936, 531, 947]
lingayat-kicker: ಪಂಚಮಸಾಲಿ ಪೀಠದ ಬಸವ ಜಯಮೃತ್ಯುಂಜಯ ಸ್ವಾಮೀಜಿ ಹೇಳಿಕೆ [650, 798, 980, 809]
police-byline [10, 1560, 140, 1570]
play-triangle-icon [66, 72, 75, 84]
vande-byline [10, 843, 150, 853]
toll-city: ಬೆಂಗಳೂರು (ಏಜೆನ್ಸೀಸ್): [432, 1062, 492, 1071]
